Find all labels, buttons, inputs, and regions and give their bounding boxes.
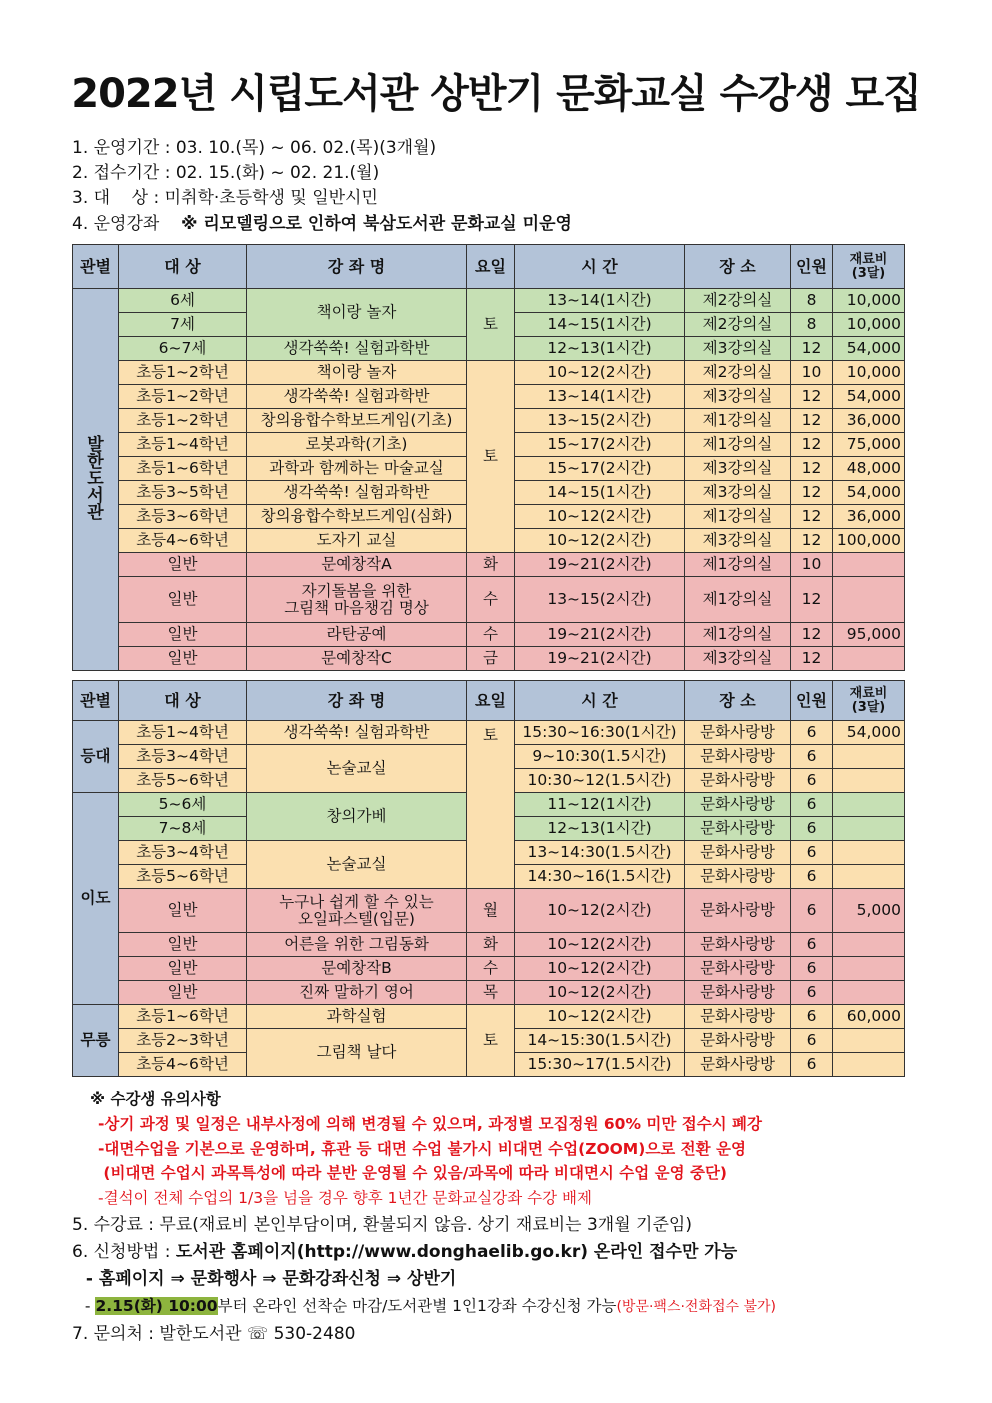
- course-cell: 문예창작A: [247, 553, 467, 577]
- count-cell: 8: [791, 313, 833, 337]
- place-cell: 제1강의실: [685, 505, 791, 529]
- apply-restriction: (방문·팩스·전화접수 불가): [616, 1299, 776, 1315]
- fee-cell: 100,000: [833, 529, 905, 553]
- place-cell: 문화사랑방: [685, 933, 791, 957]
- table-header-row: [73, 245, 905, 289]
- info-apply: [72, 1240, 737, 1264]
- target-cell: 일반: [119, 647, 247, 671]
- time-cell: 19~21(2시간): [515, 647, 685, 671]
- target-cell: 일반: [119, 981, 247, 1005]
- time-cell: 19~21(2시간): [515, 553, 685, 577]
- place-cell: 문화사랑방: [685, 1005, 791, 1029]
- time-cell: 19~21(2시간): [515, 623, 685, 647]
- time-cell: 13~14:30(1.5시간): [515, 841, 685, 865]
- col-time: 시 간: [515, 245, 685, 289]
- time-cell: 15~17(2시간): [515, 457, 685, 481]
- time-cell: 14~15:30(1.5시간): [515, 1029, 685, 1053]
- place-cell: 제3강의실: [685, 337, 791, 361]
- place-cell: 제3강의실: [685, 529, 791, 553]
- apply-rule: 부터 온라인 선착순 마감/도서관별 1인1강좌 수강신청 가능: [217, 1297, 617, 1315]
- apply-label: 6. 신청방법 :: [72, 1242, 176, 1262]
- fee-cell: 54,000: [833, 481, 905, 505]
- fee-cell: 36,000: [833, 409, 905, 433]
- time-cell: 9~10:30(1.5시간): [515, 745, 685, 769]
- time-cell: 15:30~17(1.5시간): [515, 1053, 685, 1077]
- day-cell: 토: [467, 721, 515, 889]
- table-row: [73, 577, 905, 623]
- branch-cell-ido: 이도: [73, 793, 119, 1005]
- apply-detail: - 2.15(화) 10:00부터 온라인 선착순 마감/도서관별 1인1강좌 수강신청 가능(방문·팩스·전화접수 불가): [80, 1297, 776, 1315]
- course-cell: 로봇과학(기초): [247, 433, 467, 457]
- notes-heading: ※ 수강생 유의사항: [90, 1090, 221, 1108]
- course-cell: 누구나 쉽게 할 수 있는 오일파스텔(입문): [247, 889, 467, 933]
- course-cell: 라탄공예: [247, 623, 467, 647]
- fee-cell: [833, 841, 905, 865]
- course-cell: 문예창작B: [247, 957, 467, 981]
- day-cell: 수: [467, 957, 515, 981]
- count-cell: 6: [791, 981, 833, 1005]
- table-row: [73, 289, 905, 313]
- count-cell: 6: [791, 721, 833, 745]
- schedule-table-others: [72, 680, 905, 1077]
- count-cell: 12: [791, 433, 833, 457]
- fee-cell: [833, 865, 905, 889]
- count-cell: 12: [791, 457, 833, 481]
- table-row: [73, 623, 905, 647]
- place-cell: 제1강의실: [685, 433, 791, 457]
- fee-cell: [833, 957, 905, 981]
- count-cell: 12: [791, 623, 833, 647]
- place-cell: 문화사랑방: [685, 865, 791, 889]
- note-3: (비대면 수업시 과목특성에 따라 분반 운영될 수 있음/과목에 따라 비대면시 수업 운영 중단): [98, 1164, 728, 1182]
- course-cell: 논술교실: [247, 745, 467, 793]
- day-cell: 수: [467, 577, 515, 623]
- fee-cell: [833, 933, 905, 957]
- fee-cell: [833, 553, 905, 577]
- fee-cell: 54,000: [833, 337, 905, 361]
- table-header-row: [73, 681, 905, 721]
- fee-cell: 54,000: [833, 385, 905, 409]
- target-cell: 6세: [119, 289, 247, 313]
- count-cell: 6: [791, 1029, 833, 1053]
- fee-cell: [833, 817, 905, 841]
- course-cell: 논술교실: [247, 841, 467, 889]
- count-cell: 6: [791, 1005, 833, 1029]
- day-cell: 금: [467, 647, 515, 671]
- fee-cell: 95,000: [833, 623, 905, 647]
- count-cell: 12: [791, 337, 833, 361]
- course-cell: 과학과 함께하는 마술교실: [247, 457, 467, 481]
- place-cell: 제3강의실: [685, 457, 791, 481]
- target-cell: 초등3~4학년: [119, 841, 247, 865]
- count-cell: 6: [791, 865, 833, 889]
- target-cell: 초등1~4학년: [119, 433, 247, 457]
- course-cell: 생각쑥쑥! 실험과학반: [247, 481, 467, 505]
- course-cell: 어른을 위한 그림동화: [247, 933, 467, 957]
- branch-cell-balhan: 발한도서관: [73, 289, 119, 671]
- time-cell: 10~12(2시간): [515, 361, 685, 385]
- info-target: 3. 대 상 : 미취학·초등학생 및 일반시민: [72, 188, 378, 208]
- time-cell: 10~12(2시간): [515, 505, 685, 529]
- info-courses-note: ※ 리모델링으로 인하여 북삼도서관 문화교실 미운영: [180, 214, 572, 234]
- target-cell: 일반: [119, 889, 247, 933]
- fee-cell: 10,000: [833, 313, 905, 337]
- col-branch: 관별: [73, 681, 119, 721]
- info-courses-label: 4. 운영강좌: [72, 214, 160, 234]
- table-row: [73, 889, 905, 933]
- fee-cell: 36,000: [833, 505, 905, 529]
- day-cell: 목: [467, 981, 515, 1005]
- place-cell: 문화사랑방: [685, 817, 791, 841]
- count-cell: 12: [791, 529, 833, 553]
- target-cell: 일반: [119, 957, 247, 981]
- day-cell: 토: [467, 289, 515, 361]
- col-count: 인원: [791, 681, 833, 721]
- place-cell: 문화사랑방: [685, 1053, 791, 1077]
- place-cell: 문화사랑방: [685, 745, 791, 769]
- time-cell: 14~15(1시간): [515, 313, 685, 337]
- info-fee: 5. 수강료 : 무료(재료비 본인부담이며, 환불되지 않음. 상기 재료비는 3개월 기준임): [72, 1215, 692, 1235]
- target-cell: 초등1~2학년: [119, 409, 247, 433]
- time-cell: 12~13(1시간): [515, 337, 685, 361]
- fee-cell: [833, 647, 905, 671]
- fee-cell: [833, 1053, 905, 1077]
- course-cell: 도자기 교실: [247, 529, 467, 553]
- time-cell: 13~15(2시간): [515, 577, 685, 623]
- target-cell: 초등3~6학년: [119, 505, 247, 529]
- course-cell: 생각쑥쑥! 실험과학반: [247, 337, 467, 361]
- table-row: [73, 553, 905, 577]
- fee-cell: [833, 769, 905, 793]
- time-cell: 15~17(2시간): [515, 433, 685, 457]
- day-cell: 토: [467, 361, 515, 553]
- course-cell: 창의가베: [247, 793, 467, 841]
- time-cell: 13~14(1시간): [515, 385, 685, 409]
- fee-cell: [833, 793, 905, 817]
- count-cell: 12: [791, 409, 833, 433]
- apply-start-date: 2.15(화) 10:00: [95, 1297, 218, 1315]
- target-cell: 일반: [119, 577, 247, 623]
- course-cell: 진짜 말하기 영어: [247, 981, 467, 1005]
- col-course: 강 좌 명: [247, 245, 467, 289]
- place-cell: 문화사랑방: [685, 721, 791, 745]
- place-cell: 제2강의실: [685, 289, 791, 313]
- branch-cell-mureung: 무릉: [73, 1005, 119, 1077]
- count-cell: 6: [791, 745, 833, 769]
- col-day: 요일: [467, 681, 515, 721]
- time-cell: 10~12(2시간): [515, 981, 685, 1005]
- target-cell: 7세: [119, 313, 247, 337]
- target-cell: 초등2~3학년: [119, 1029, 247, 1053]
- col-place: 장 소: [685, 245, 791, 289]
- course-cell: 책이랑 놀자: [247, 289, 467, 337]
- fee-cell: 60,000: [833, 1005, 905, 1029]
- place-cell: 제3강의실: [685, 385, 791, 409]
- col-fee: 재료비 (3달): [833, 245, 905, 289]
- place-cell: 제1강의실: [685, 553, 791, 577]
- count-cell: 10: [791, 553, 833, 577]
- course-cell: 생각쑥쑥! 실험과학반: [247, 385, 467, 409]
- time-cell: 10~12(2시간): [515, 933, 685, 957]
- count-cell: 12: [791, 481, 833, 505]
- day-cell: 수: [467, 623, 515, 647]
- apply-path: - 홈페이지 ⇒ 문화행사 ⇒ 문화강좌신청 ⇒ 상반기: [80, 1269, 457, 1289]
- note-1: -상기 과정 및 일정은 내부사정에 의해 변경될 수 있으며, 과정별 모집정원 60% 미만 접수시 폐강: [98, 1115, 762, 1133]
- course-cell: 자기돌봄을 위한 그림책 마음챙김 명상: [247, 577, 467, 623]
- time-cell: 10~12(2시간): [515, 957, 685, 981]
- col-place: 장 소: [685, 681, 791, 721]
- col-branch: 관별: [73, 245, 119, 289]
- place-cell: 제2강의실: [685, 313, 791, 337]
- course-cell: 창의융합수학보드게임(기초): [247, 409, 467, 433]
- table-row: [73, 933, 905, 957]
- target-cell: 초등4~6학년: [119, 529, 247, 553]
- branch-cell-deungdae: 등대: [73, 721, 119, 793]
- place-cell: 제3강의실: [685, 647, 791, 671]
- place-cell: 제1강의실: [685, 409, 791, 433]
- time-cell: 12~13(1시간): [515, 817, 685, 841]
- time-cell: 10~12(2시간): [515, 1005, 685, 1029]
- course-cell: 과학실험: [247, 1005, 467, 1029]
- fee-cell: 54,000: [833, 721, 905, 745]
- time-cell: 15:30~16:30(1시간): [515, 721, 685, 745]
- course-cell: 그림책 날다: [247, 1029, 467, 1077]
- table-row: [73, 957, 905, 981]
- day-cell: 월: [467, 889, 515, 933]
- count-cell: 6: [791, 841, 833, 865]
- course-cell: 책이랑 놀자: [247, 361, 467, 385]
- time-cell: 10~12(2시간): [515, 889, 685, 933]
- target-cell: 초등3~4학년: [119, 745, 247, 769]
- place-cell: 문화사랑방: [685, 841, 791, 865]
- time-cell: 14:30~16(1.5시간): [515, 865, 685, 889]
- place-cell: 문화사랑방: [685, 889, 791, 933]
- place-cell: 제1강의실: [685, 623, 791, 647]
- info-registration: 2. 접수기간 : 02. 15.(화) ~ 02. 21.(월): [72, 163, 380, 183]
- count-cell: 6: [791, 769, 833, 793]
- place-cell: 문화사랑방: [685, 981, 791, 1005]
- count-cell: 6: [791, 1053, 833, 1077]
- table-row: [73, 647, 905, 671]
- col-target: 대 상: [119, 245, 247, 289]
- place-cell: 문화사랑방: [685, 957, 791, 981]
- count-cell: 12: [791, 385, 833, 409]
- place-cell: 문화사랑방: [685, 793, 791, 817]
- count-cell: 12: [791, 577, 833, 623]
- target-cell: 일반: [119, 623, 247, 647]
- count-cell: 6: [791, 933, 833, 957]
- course-cell: 창의융합수학보드게임(심화): [247, 505, 467, 529]
- place-cell: 제1강의실: [685, 577, 791, 623]
- fee-cell: [833, 1029, 905, 1053]
- apply-method: 도서관 홈페이지(http://www.donghaelib.go.kr) 온라인 접수만 가능: [175, 1242, 738, 1262]
- page-title: 2022년 시립도서관 상반기 문화교실 수강생 모집: [71, 71, 921, 117]
- col-time: 시 간: [515, 681, 685, 721]
- col-count: 인원: [791, 245, 833, 289]
- info-courses: [72, 212, 572, 236]
- day-cell: 토: [467, 1005, 515, 1077]
- table-row: [73, 981, 905, 1005]
- fee-cell: 10,000: [833, 289, 905, 313]
- target-cell: 초등4~6학년: [119, 1053, 247, 1077]
- schedule-table-balhan: [72, 244, 905, 671]
- target-cell: 5~6세: [119, 793, 247, 817]
- target-cell: 6~7세: [119, 337, 247, 361]
- place-cell: 문화사랑방: [685, 769, 791, 793]
- course-cell: 문예창작C: [247, 647, 467, 671]
- time-cell: 10:30~12(1.5시간): [515, 769, 685, 793]
- col-day: 요일: [467, 245, 515, 289]
- target-cell: 초등1~2학년: [119, 361, 247, 385]
- target-cell: 초등1~6학년: [119, 457, 247, 481]
- count-cell: 12: [791, 647, 833, 671]
- place-cell: 제3강의실: [685, 481, 791, 505]
- time-cell: 13~15(2시간): [515, 409, 685, 433]
- table-row: [73, 1005, 905, 1029]
- fee-cell: 5,000: [833, 889, 905, 933]
- target-cell: 일반: [119, 553, 247, 577]
- col-fee: 재료비 (3달): [833, 681, 905, 721]
- count-cell: 12: [791, 505, 833, 529]
- col-target: 대 상: [119, 681, 247, 721]
- time-cell: 14~15(1시간): [515, 481, 685, 505]
- table-row: [73, 721, 905, 745]
- count-cell: 6: [791, 817, 833, 841]
- time-cell: 10~12(2시간): [515, 529, 685, 553]
- day-cell: 화: [467, 553, 515, 577]
- target-cell: 일반: [119, 933, 247, 957]
- target-cell: 초등5~6학년: [119, 865, 247, 889]
- fee-cell: [833, 745, 905, 769]
- fee-cell: 10,000: [833, 361, 905, 385]
- time-cell: 11~12(1시간): [515, 793, 685, 817]
- target-cell: 초등1~2학년: [119, 385, 247, 409]
- target-cell: 7~8세: [119, 817, 247, 841]
- fee-cell: 48,000: [833, 457, 905, 481]
- fee-cell: 75,000: [833, 433, 905, 457]
- target-cell: 초등1~4학년: [119, 721, 247, 745]
- target-cell: 초등5~6학년: [119, 769, 247, 793]
- fee-cell: [833, 981, 905, 1005]
- count-cell: 6: [791, 793, 833, 817]
- count-cell: 6: [791, 889, 833, 933]
- note-4: -결석이 전체 수업의 1/3을 넘을 경우 향후 1년간 문화교실강좌 수강 배제: [98, 1189, 592, 1207]
- place-cell: 문화사랑방: [685, 1029, 791, 1053]
- fee-cell: [833, 577, 905, 623]
- day-cell: 화: [467, 933, 515, 957]
- info-period: 1. 운영기간 : 03. 10.(목) ~ 06. 02.(목)(3개월): [72, 138, 437, 158]
- target-cell: 초등1~6학년: [119, 1005, 247, 1029]
- count-cell: 10: [791, 361, 833, 385]
- table-row: [73, 361, 905, 385]
- course-cell: 생각쑥쑥! 실험과학반: [247, 721, 467, 745]
- col-course: 강 좌 명: [247, 681, 467, 721]
- count-cell: 6: [791, 957, 833, 981]
- time-cell: 13~14(1시간): [515, 289, 685, 313]
- target-cell: 초등3~5학년: [119, 481, 247, 505]
- count-cell: 8: [791, 289, 833, 313]
- place-cell: 제2강의실: [685, 361, 791, 385]
- note-2: -대면수업을 기본으로 운영하며, 휴관 등 대면 수업 불가시 비대면 수업(ZOOM)으로 전환 운영: [98, 1140, 746, 1158]
- info-contact: 7. 문의처 : 발한도서관 ☏ 530-2480: [72, 1324, 356, 1344]
